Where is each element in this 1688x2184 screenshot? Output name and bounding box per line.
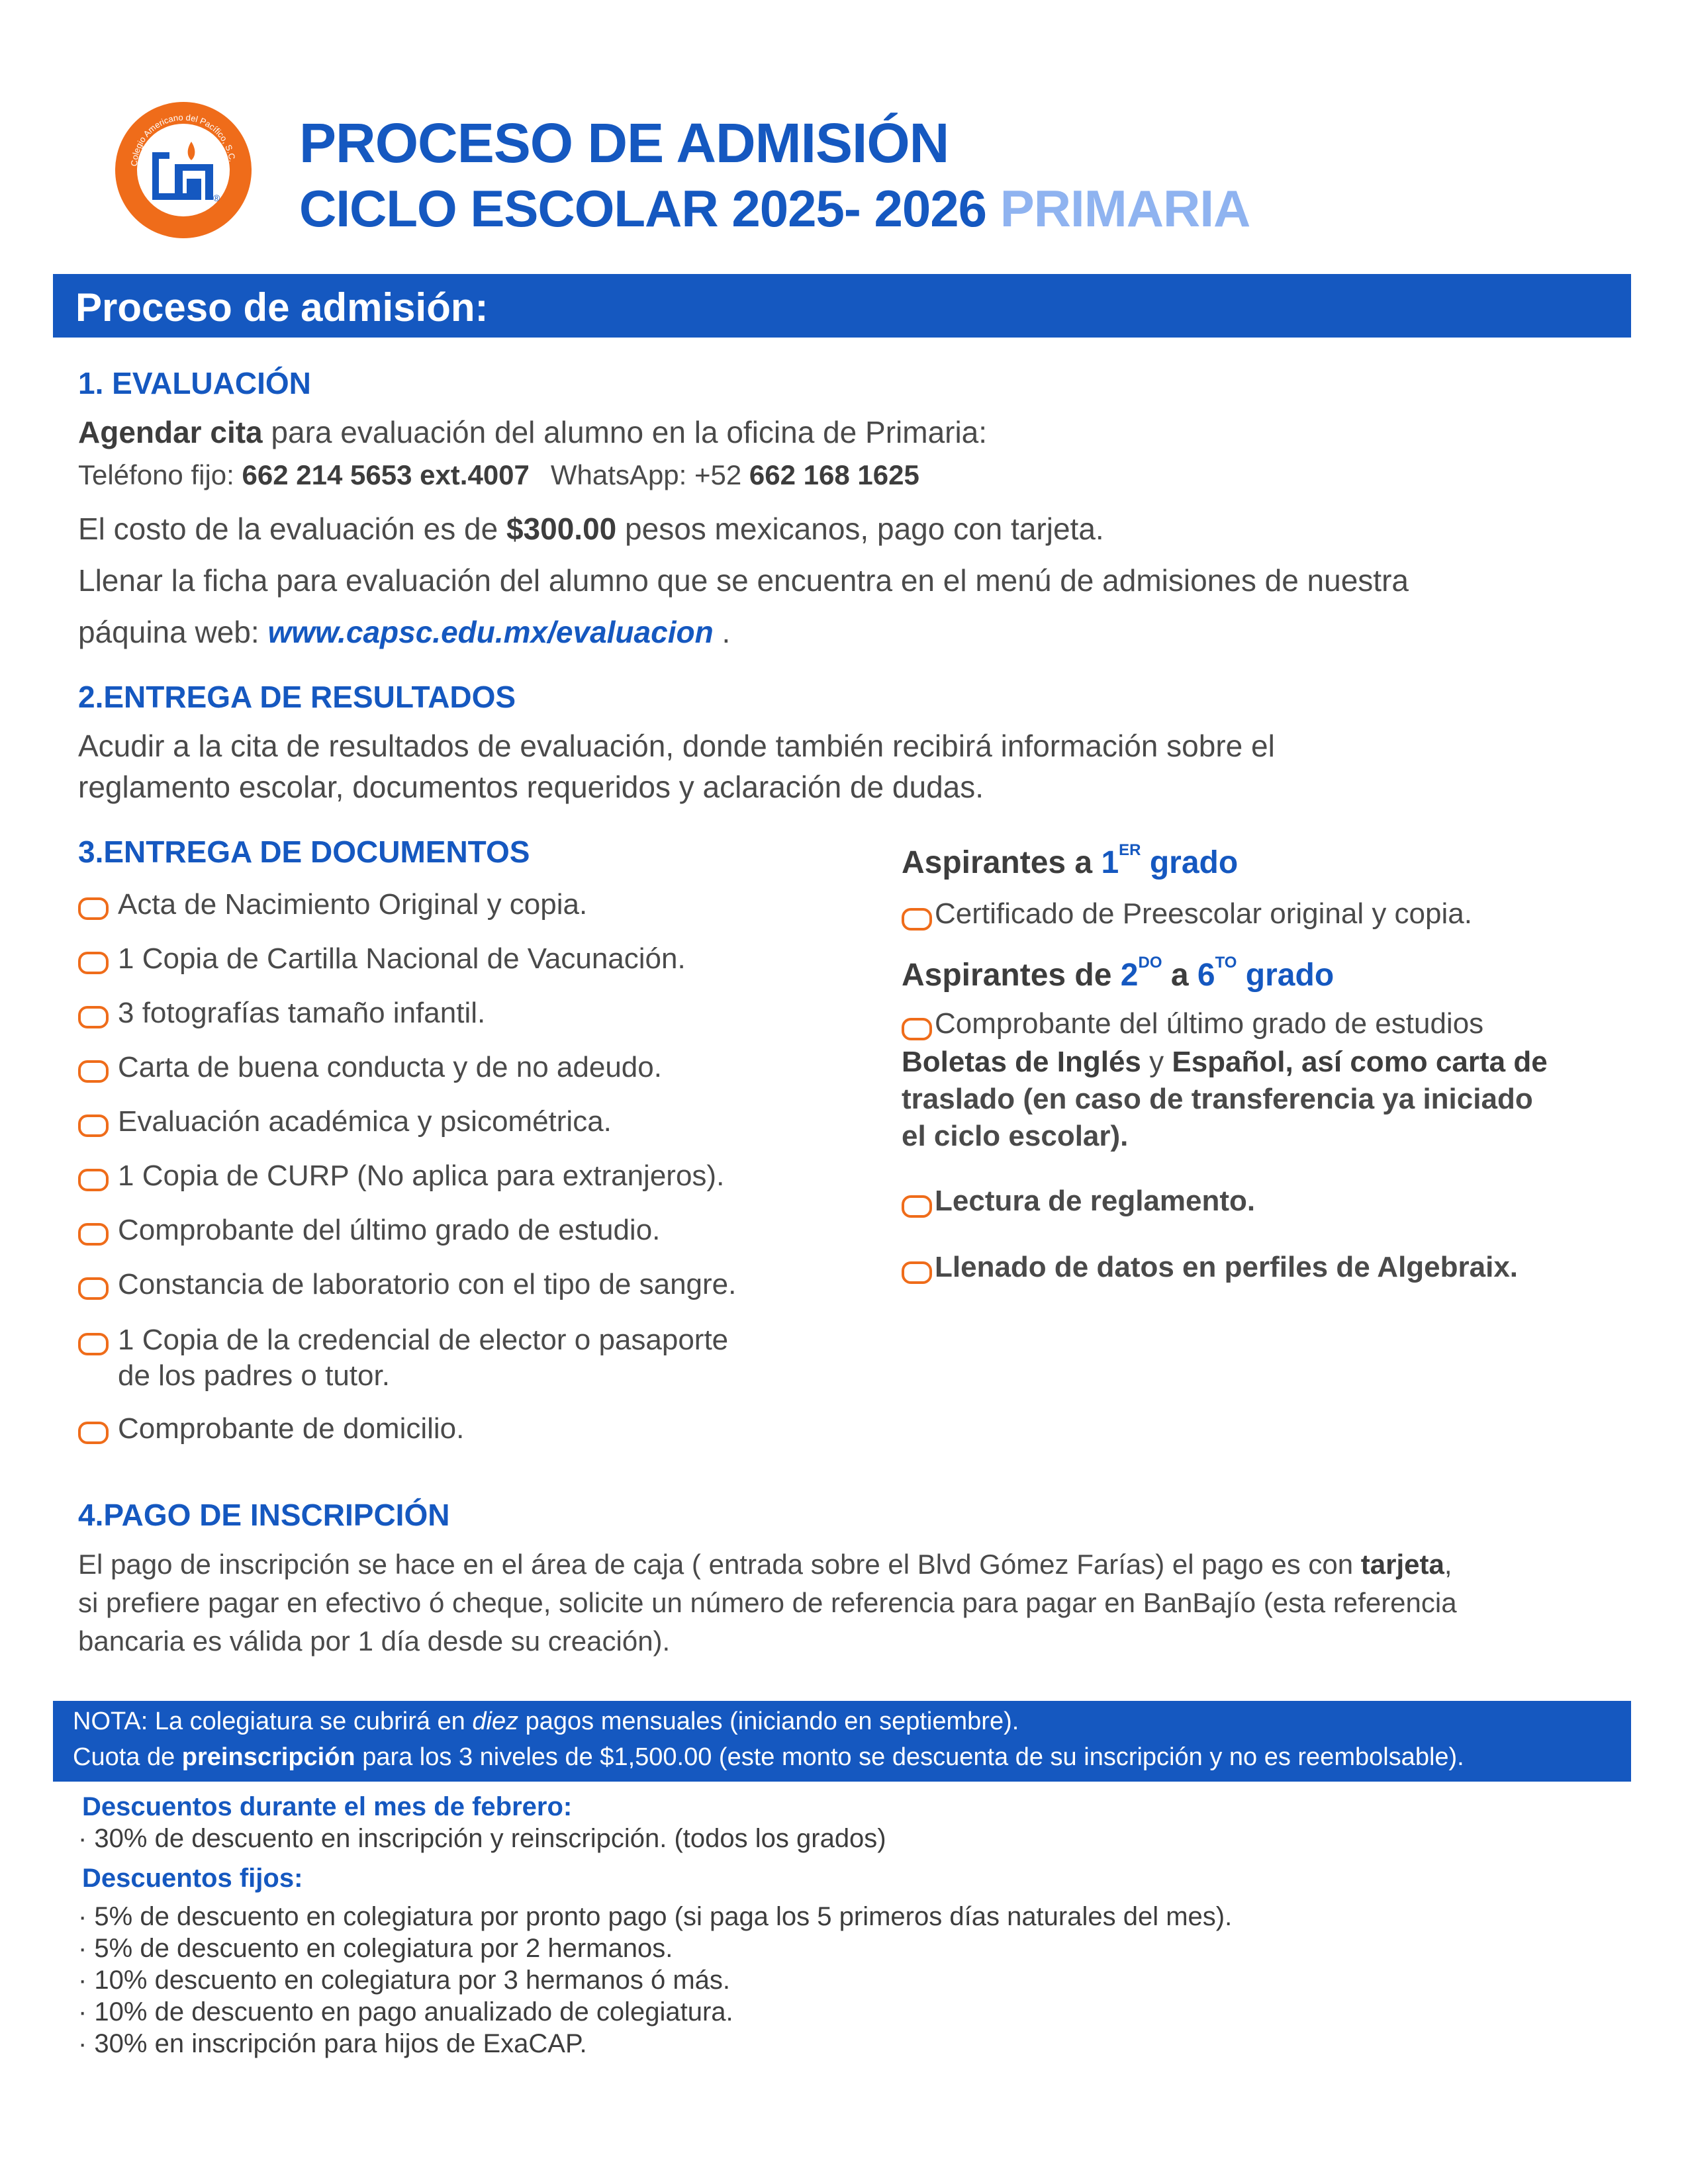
document-item: Comprobante del último grado de estudio. <box>118 1214 661 1246</box>
checkbox-icon[interactable] <box>902 1018 932 1040</box>
contact-line <box>78 459 919 491</box>
document-item: Evaluación académica y psicométrica. <box>118 1105 612 1138</box>
note-line2: Cuota de preinscripción para los 3 niveles de $1,500.00 (este monto se descuenta de su inscripción y no es reembolsable). <box>73 1743 1464 1771</box>
section-banner <box>53 274 1631 338</box>
level-text: PRIMARIA <box>1000 179 1250 238</box>
cost-value: $300.00 <box>506 512 617 546</box>
first-grade-number: 1ER grado <box>1101 841 1239 880</box>
banner-title: Proceso de admisión: <box>75 285 489 330</box>
checkbox-icon[interactable] <box>78 1169 109 1191</box>
fixed-discount-item: · 10% descuento en colegiatura por 3 hermanos ó más. <box>78 1966 731 1995</box>
other-grades-item1-line2: Boletas de Inglés y Español, así como carta de <box>902 1046 1548 1078</box>
appointment-bold: Agendar cita <box>78 415 263 449</box>
form-line2 <box>78 614 730 650</box>
note-bar <box>53 1701 1631 1782</box>
payment-line3: bancaria es válida por 1 día desde su creación). <box>78 1625 671 1657</box>
checkbox-icon[interactable] <box>78 1277 109 1300</box>
logo-registered-mark: ® <box>213 193 220 203</box>
other-grades-item3: Llenado de datos en perfiles de Algebraix. <box>935 1251 1519 1283</box>
checkbox-icon[interactable] <box>78 1333 109 1355</box>
other-grades-item2: Lectura de reglamento. <box>935 1185 1256 1217</box>
page-title-line1: PROCESO DE ADMISIÓN <box>299 112 949 174</box>
other-grades-item1-line4: el ciclo escolar). <box>902 1120 1129 1152</box>
document-item: 3 fotografías tamaño infantil. <box>118 997 486 1029</box>
payment-card-bold: tarjeta <box>1360 1549 1444 1580</box>
document-item: Acta de Nacimiento Original y copia. <box>118 888 588 921</box>
phone-value: 662 214 5653 ext.4007 <box>242 459 530 490</box>
form-line2-pre: páquina web: <box>78 615 268 649</box>
document-item: 1 Copia de Cartilla Nacional de Vacunación. <box>118 942 686 975</box>
evaluation-link[interactable]: www.capsc.edu.mx/evaluacion <box>267 615 714 649</box>
form-line2-post: . <box>713 615 731 649</box>
payment-line2: si prefiere pagar en efectivo ó cheque, solicite un número de referencia para pagar en BanBajío (esta referencia <box>78 1587 1457 1618</box>
section3-heading: 3.ENTREGA DE DOCUMENTOS <box>78 835 530 869</box>
february-discounts-heading: Descuentos durante el mes de febrero: <box>82 1792 573 1821</box>
other-grades-item1-line1: Comprobante del último grado de estudios <box>935 1007 1484 1040</box>
page-title-line2 <box>299 179 1250 239</box>
checkbox-icon[interactable] <box>78 1422 109 1444</box>
other-grades-item1-line3: traslado (en caso de transferencia ya iniciado <box>902 1083 1533 1115</box>
document-item: 1 Copia de CURP (No aplica para extranjeros). <box>118 1160 725 1192</box>
fixed-discount-item: · 5% de descuento en colegiatura por 2 hermanos. <box>78 1934 673 1963</box>
section1-heading: 1. EVALUACIÓN <box>78 366 311 400</box>
form-line1: Llenar la ficha para evaluación del alumno que se encuentra en el menú de admisiones de nuestra <box>78 563 1409 598</box>
checkbox-icon[interactable] <box>78 1060 109 1083</box>
first-grade-heading <box>902 841 1239 881</box>
checkbox-icon[interactable] <box>78 1223 109 1246</box>
payment-line1: El pago de inscripción se hace en el área de caja ( entrada sobre el Blvd Gómez Farías) el pago es con tarjeta, <box>78 1549 1452 1580</box>
document-item: Comprobante de domicilio. <box>118 1412 465 1445</box>
document-item: Constancia de laboratorio con el tipo de sangre. <box>118 1268 737 1300</box>
note-line1: NOTA: La colegiatura se cubrirá en diez pagos mensuales (iniciando en septiembre). <box>73 1707 1019 1735</box>
first-grade-item: Certificado de Preescolar original y copia. <box>935 897 1472 930</box>
checkbox-icon[interactable] <box>902 1195 932 1218</box>
checkbox-icon[interactable] <box>78 897 109 920</box>
checkbox-icon[interactable] <box>78 1115 109 1137</box>
results-line1: Acudir a la cita de resultados de evaluación, donde también recibirá información sobre el <box>78 729 1275 763</box>
other-grades-heading: Aspirantes de $2^{DO}$ a $6^{TO}$ grado <box>902 954 1335 993</box>
checkbox-icon[interactable] <box>78 1006 109 1028</box>
document-item-continuation: de los padres o tutor. <box>118 1359 390 1392</box>
whatsapp-label: WhatsApp: +52 <box>550 459 749 490</box>
phone-label: Teléfono fijo: <box>78 459 242 490</box>
cost-pre: El costo de la evaluación es de <box>78 512 506 546</box>
checkbox-icon[interactable] <box>902 908 932 931</box>
logo-ring-text: Colegio Americano del Pacífico, S.C. <box>128 112 238 167</box>
cycle-text: CICLO ESCOLAR 2025- 2026 <box>299 179 987 238</box>
school-logo <box>114 101 253 240</box>
document-item: Carta de buena conducta y de no adeudo. <box>118 1051 662 1083</box>
whatsapp-value: 662 168 1625 <box>749 459 919 490</box>
checkbox-icon[interactable] <box>902 1261 932 1284</box>
first-grade-label: Aspirantes a <box>902 845 1102 880</box>
cost-post: pesos mexicanos, pago con tarjeta. <box>616 512 1104 546</box>
appointment-text: para evaluación del alumno en la oficina de Primaria: <box>262 415 988 449</box>
other-grades-label: Aspirantes de <box>902 958 1121 993</box>
document-item: 1 Copia de la credencial de elector o pasaporte <box>118 1324 729 1356</box>
other-grades-range: $2^{DO}$ <box>1120 954 1162 993</box>
results-line2: reglamento escolar, documentos requeridos y aclaración de dudas. <box>78 770 984 804</box>
cost-line <box>78 511 1104 547</box>
appointment-line <box>78 414 987 450</box>
fixed-discounts-heading: Descuentos fijos: <box>82 1864 303 1893</box>
february-discount-item: · 30% de descuento en inscripción y reinscripción. (todos los grados) <box>78 1824 886 1853</box>
fixed-discount-item: · 5% de descuento en colegiatura por pronto pago (si paga los 5 primeros días naturales del mes). <box>78 1902 1233 1931</box>
fixed-discount-item: · 10% de descuento en pago anualizado de colegiatura. <box>78 1997 733 2026</box>
section2-heading: 2.ENTREGA DE RESULTADOS <box>78 680 516 714</box>
section4-heading: 4.PAGO DE INSCRIPCIÓN <box>78 1498 450 1532</box>
fixed-discount-item: · 30% en inscripción para hijos de ExaCAP. <box>78 2029 587 2058</box>
checkbox-icon[interactable] <box>78 952 109 974</box>
